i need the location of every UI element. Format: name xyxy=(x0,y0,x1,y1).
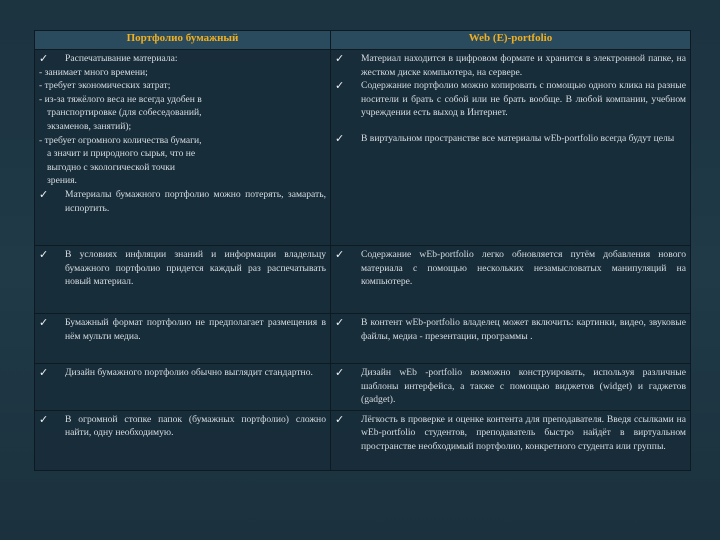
item-text: Материал находится в цифровом формате и хранится в электронной папке, на жестком диске компьютера, на сервере. xyxy=(361,53,686,78)
checkmark-icon: ✓ xyxy=(335,79,345,93)
table-row xyxy=(35,246,691,314)
item-text: Дизайн бумажного портфолио обычно выглядит стандартно. xyxy=(65,367,313,378)
item-text: Содержание wEb-portfolio легко обновляется путём добавления нового материала с помощью нескольких незамысловатых манипуляций на компьютере. xyxy=(361,249,686,288)
cell-web xyxy=(331,246,691,314)
item-text: Дизайн wEb -portfolio возможно конструировать, используя различные шаблоны интерфейса, а также с помощью виджетов (widget) и гаджетов (gadget). xyxy=(361,367,686,406)
sub-line: - требует огромного количества бумаги, xyxy=(39,134,202,146)
list-item xyxy=(39,248,326,289)
item-text: В условиях инфляции знаний и информации владельцу бумажного портфолио придется каждый раз распечатывать новый материал. xyxy=(65,249,326,288)
cell-paper xyxy=(35,364,331,411)
list-item xyxy=(39,413,326,440)
list-item xyxy=(335,413,686,454)
checkmark-icon: ✓ xyxy=(39,366,49,379)
cell-paper xyxy=(35,410,331,470)
checkmark-icon: ✓ xyxy=(39,52,49,65)
sub-line: транспортировке (для собеседований, xyxy=(47,107,202,119)
cell-web xyxy=(331,314,691,364)
checkmark-icon: ✓ xyxy=(39,412,49,426)
item-text: В виртуальном пространстве все материалы wEb-portfolio всегда будут целы xyxy=(361,132,675,144)
sub-line: выгодно с экологической точки xyxy=(47,161,175,173)
list-item xyxy=(335,52,686,79)
comparison-table xyxy=(34,30,691,471)
checkmark-icon: ✓ xyxy=(335,248,345,261)
sub-line: а значит и природного сырья, что не xyxy=(47,148,196,160)
item-text: Лёгкость в проверке и оценке контента для преподавателя. Введя ссылками на wEb-portfolio студентов, преподаватель быстро найдёт в виртуальном пространстве необходимый портфолио, конкретного студента или группы. xyxy=(361,413,686,452)
list-item xyxy=(335,316,686,343)
sub-line: - из-за тяжёлого веса не всегда удобен в xyxy=(39,93,202,105)
list-item xyxy=(335,248,686,289)
header-web-portfolio: Web (E)-portfolio xyxy=(331,31,691,50)
list-item xyxy=(335,79,686,120)
sub-line: экзаменов, занятий); xyxy=(47,120,132,132)
item-text: Материалы бумажного портфолио можно потерять, замарать, испортить. xyxy=(65,188,326,214)
checkmark-icon: ✓ xyxy=(39,187,49,201)
item-text: В огромной стопке папок (бумажных портфолио) сложно найти, одну необходимую. xyxy=(65,413,326,439)
checkmark-icon: ✓ xyxy=(335,131,345,145)
table-header-row xyxy=(35,31,691,50)
item-text: Содержание портфолио можно копировать с помощью одного клика на разные носители и брать с собой или не брать вообще. В любой компании, учебном учреждении есть выход в Интернет. xyxy=(361,80,686,119)
cell-paper xyxy=(35,246,331,314)
checkmark-icon: ✓ xyxy=(335,316,345,329)
list-item xyxy=(39,366,326,380)
sub-line: - занимает много времени; xyxy=(39,66,148,78)
list-item xyxy=(335,132,686,146)
item-text: В контент wEb-portfolio владелец может включить: картинки, видео, звуковые файлы, медиа - презентации, программы . xyxy=(361,317,686,342)
checkmark-icon: ✓ xyxy=(39,316,49,329)
cell-web xyxy=(331,364,691,411)
table-row xyxy=(35,364,691,411)
list-item xyxy=(335,366,686,407)
cell-paper xyxy=(35,314,331,364)
item-text: Распечатывание материала: xyxy=(65,53,178,64)
cell-web xyxy=(331,410,691,470)
table-row xyxy=(35,50,691,246)
list-item xyxy=(39,188,326,215)
table-row xyxy=(35,410,691,470)
checkmark-icon: ✓ xyxy=(39,248,49,261)
table-row xyxy=(35,314,691,364)
checkmark-icon: ✓ xyxy=(335,366,345,379)
sub-line: - требует экономических затрат; xyxy=(39,80,171,92)
checkmark-icon: ✓ xyxy=(335,412,345,426)
checkmark-icon: ✓ xyxy=(335,52,345,65)
header-paper-portfolio: Портфолио бумажный xyxy=(35,31,331,50)
cell-paper xyxy=(35,50,331,246)
list-item xyxy=(39,316,326,343)
list-item xyxy=(39,52,326,66)
sub-line: зрения. xyxy=(47,175,77,187)
item-text: Бумажный формат портфолио не предполагает размещения в нём мульти медиа. xyxy=(65,317,326,342)
cell-web xyxy=(331,50,691,246)
